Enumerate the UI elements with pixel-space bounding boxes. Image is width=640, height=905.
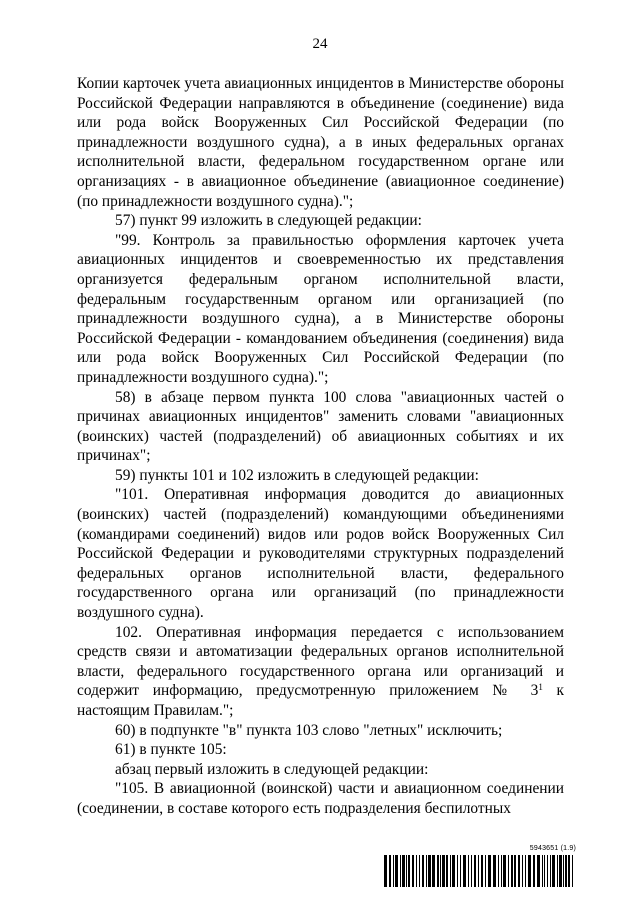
paragraph: 102. Оперативная информация передается с использованием средств связи и автоматизации федеральных органов исполнительной власти, федерального государственного органа или организаций и содержит информацию, предусмотренную приложением № $3^1$ к настоящим Правилам."; <box>77 623 564 719</box>
barcode-bar <box>400 855 401 887</box>
barcode-bar <box>408 855 410 887</box>
document-barcode-block <box>384 845 576 889</box>
barcode-bar <box>422 855 424 887</box>
barcode-bar <box>565 855 567 887</box>
barcode-bar <box>533 855 535 887</box>
barcode-bar <box>395 855 398 887</box>
paragraph: 61) в пункте 105: <box>115 741 227 759</box>
paragraph: абзац первый изложить в следующей редакции: <box>115 760 429 778</box>
paragraph: "101. Оперативная информация доводится до авиационных (воинских) частей (подразделений) командующими объединениями (командирами соединений) видов или родов войск Вооруженных Сил Российской Федерации и руководителями структурных подразделений федеральных органов исполнительной власти, федерального государственного органа или организаций (по принадлежности воздушного судна). <box>77 486 564 622</box>
barcode-bar <box>498 855 499 887</box>
paragraph: "105. В авиационной (воинской) части и авиационном соединении (соединении, в составе которого есть подразделения беспилотных <box>77 780 564 817</box>
barcode-bar <box>426 855 427 887</box>
paragraph: "99. Контроль за правильностью оформления карточек учета авиационных инцидентов и своевременностью их представления организуется федеральным органом исполнительной власти, федеральным государственным органом или организацией (по принадлежности воздушного судна), а в Министерстве обороны Российской Федерации - командованием объединения (соединения) вида или рода войск Вооруженных Сил Российской Федерации (по принадлежности воздушного судна)."; <box>77 231 564 386</box>
barcode-bar <box>501 855 502 887</box>
barcode-bar <box>559 855 562 887</box>
barcode-bar <box>468 855 469 887</box>
barcode-bar <box>518 855 520 887</box>
barcode-bar <box>568 855 570 887</box>
barcode-bar <box>440 855 441 887</box>
barcode-bar <box>416 855 417 887</box>
document-body <box>77 74 564 819</box>
barcode-bar <box>446 855 448 887</box>
barcode-bar <box>442 855 445 887</box>
barcode-bar <box>450 855 451 887</box>
barcode-bar <box>471 855 472 887</box>
barcode-bar <box>511 855 513 887</box>
barcode-bar <box>528 855 531 887</box>
barcode-bar <box>525 855 526 887</box>
paragraph: Копии карточек учета авиационных инцидентов в Министерстве обороны Российской Федерации направляются в объединение (соединение) вида или рода войск Вооруженных Сил Российской Федерации (по принадлежности воздушного судна), а в иных федеральных органах исполнительной власти, федеральном государственном органе или организациях - в авиационное объединение (авиационное соединение) (по принадлежности воздушного судна)."; <box>77 75 564 210</box>
barcode-bar <box>493 855 496 887</box>
barcode-bar <box>428 855 431 887</box>
barcode-bar <box>508 855 509 887</box>
barcode-bar <box>474 855 476 887</box>
barcode-bar <box>488 855 491 887</box>
barcode-bar <box>547 855 548 887</box>
barcode-bar <box>557 855 558 887</box>
paragraph: 58) в абзаце первом пункта 100 слова "авиационных частей о причинах авиационных инцидентов" заменить словами "авиационных (воинских) частей (подразделений) об авиационных событиях и их причинах"; <box>77 388 564 465</box>
barcode-bar <box>384 855 387 887</box>
paragraph: 60) в подпункте "в" пункта 103 слово "летных" исключить; <box>115 721 503 739</box>
barcode-bar <box>537 855 540 887</box>
paragraph: 59) пункты 101 и 102 изложить в следующей редакции: <box>115 466 479 484</box>
barcode-bar <box>542 855 543 887</box>
barcode-bar <box>412 855 414 887</box>
barcode-bar <box>572 855 573 887</box>
barcode-bar <box>522 855 523 887</box>
barcode-bar <box>514 855 516 887</box>
barcode-bar <box>460 855 461 887</box>
barcode-bar <box>452 855 455 887</box>
barcode-bar <box>389 855 391 887</box>
barcode-bar <box>432 855 435 887</box>
barcode-bar <box>406 855 407 887</box>
barcode-bar <box>485 855 486 887</box>
barcode-bar <box>550 855 551 887</box>
barcode-graphic <box>384 855 576 887</box>
page-number: 24 <box>312 36 328 52</box>
barcode-bar <box>402 855 405 887</box>
paragraph: 57) пункт 99 изложить в следующей редакции: <box>115 212 422 230</box>
barcode-id-text: 5943651 (1.9) <box>529 845 576 852</box>
barcode-bar <box>457 855 458 887</box>
barcode-bar <box>478 855 479 887</box>
barcode-bar <box>463 855 466 887</box>
barcode-bar <box>437 855 439 887</box>
barcode-bar <box>393 855 394 887</box>
barcode-bar <box>544 855 545 887</box>
barcode-bar <box>419 855 420 887</box>
barcode-bar <box>552 855 555 887</box>
barcode-bar <box>503 855 506 887</box>
barcode-bar <box>481 855 483 887</box>
barcode-bar <box>563 855 564 887</box>
